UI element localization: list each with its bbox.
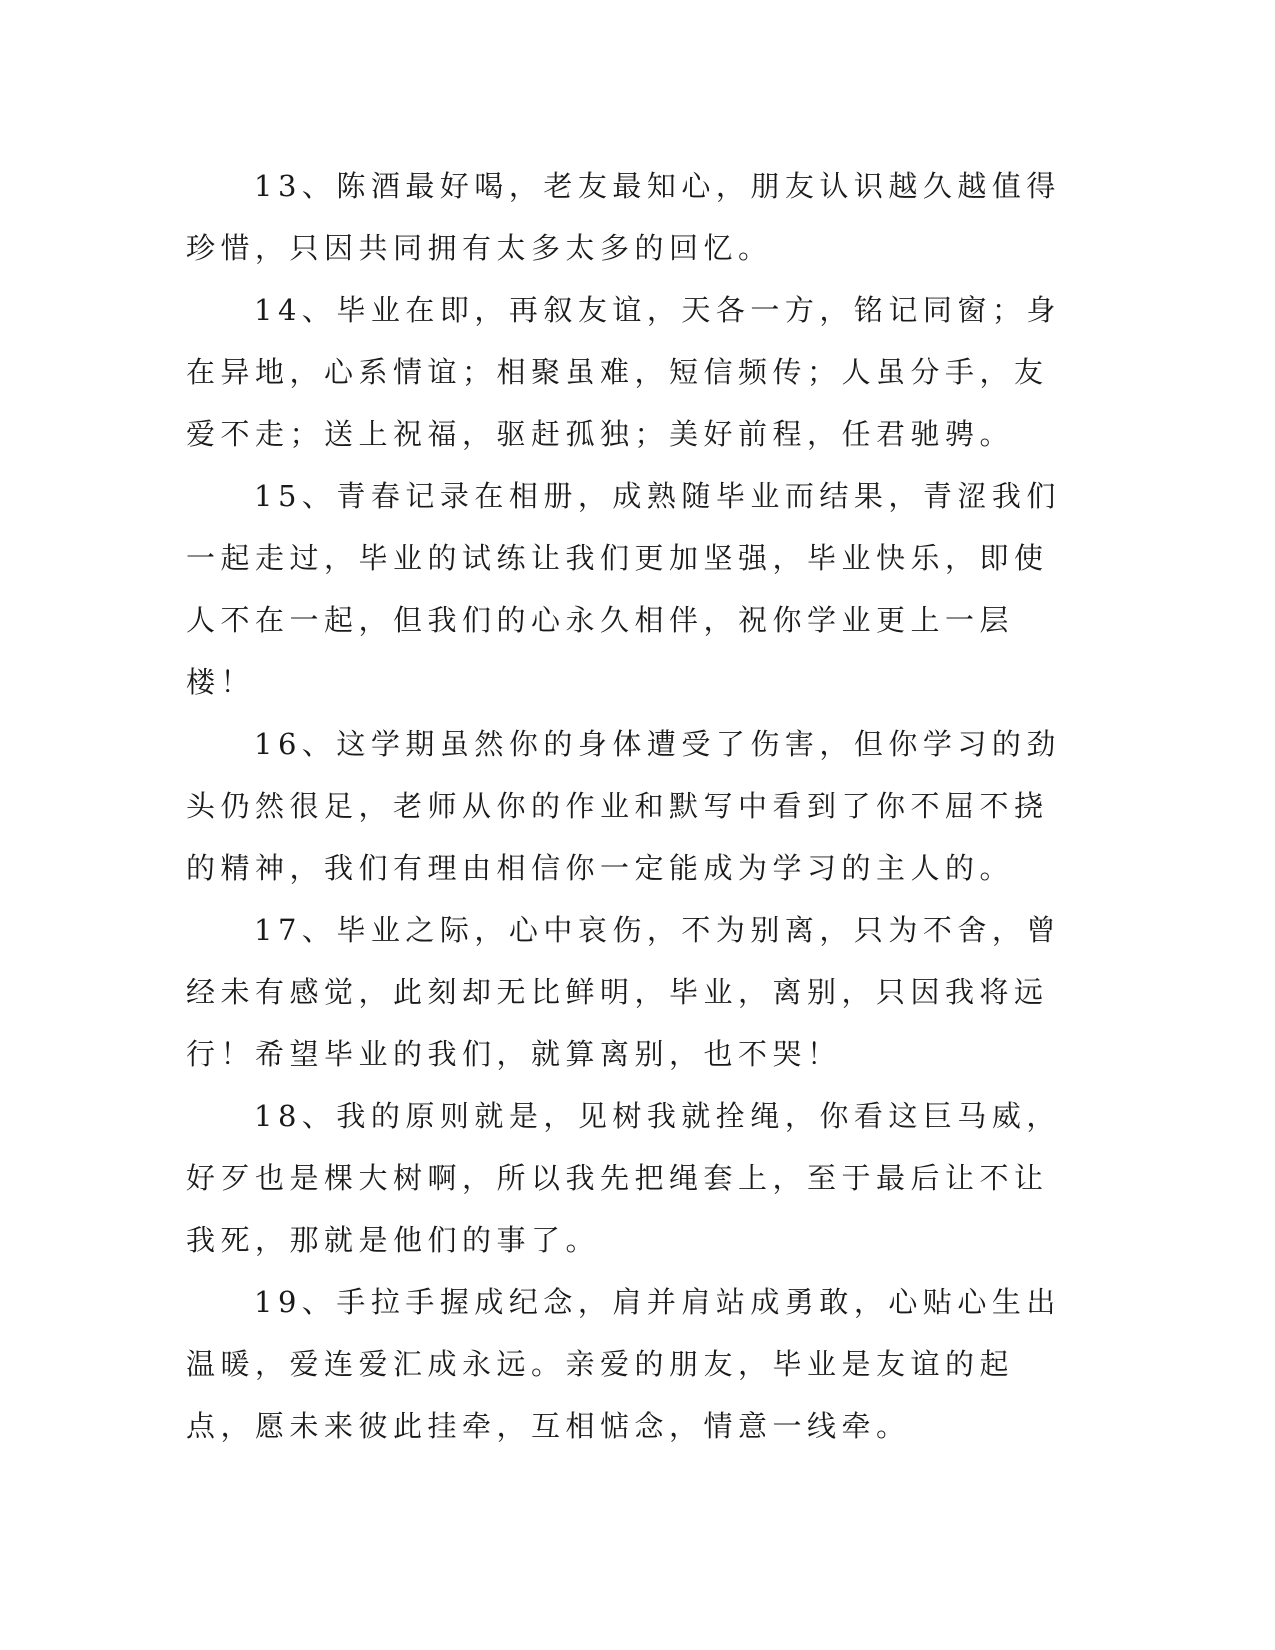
paragraph-17: 17、毕业之际，心中哀伤，不为别离，只为不舍，曾经未有感觉，此刻却无比鲜明，毕业，离别，只因我将远行！希望毕业的我们，就算离别，也不哭！ [186, 913, 1061, 1071]
paragraph-16: 16、这学期虽然你的身体遭受了伤害，但你学习的劲头仍然很足，老师从你的作业和默写中看到了你不屈不挠的精神，我们有理由相信你一定能成为学习的主人的。 [186, 727, 1061, 885]
paragraph-19: 19、手拉手握成纪念，肩并肩站成勇敢，心贴心生出温暖，爱连爱汇成永远。亲爱的朋友，毕业是友谊的起点，愿未来彼此挂牵，互相惦念，情意一线牵。 [186, 1285, 1061, 1443]
paragraph-18: 18、我的原则就是，见树我就拴绳，你看这巨马威，好歹也是棵大树啊，所以我先把绳套上，至于最后让不让我死，那就是他们的事了。 [186, 1099, 1061, 1257]
paragraph-15: 15、青春记录在相册，成熟随毕业而结果，青涩我们一起走过，毕业的试练让我们更加坚强，毕业快乐，即使人不在一起，但我们的心永久相伴，祝你学业更上一层楼！ [186, 479, 1061, 699]
document-body [186, 155, 1066, 1457]
paragraph-14: 14、毕业在即，再叙友谊，天各一方，铭记同窗；身在异地，心系情谊；相聚虽难，短信频传；人虽分手，友爱不走；送上祝福，驱赶孤独；美好前程，任君驰骋。 [186, 293, 1061, 451]
paragraph-13: 13、陈酒最好喝，老友最知心，朋友认识越久越值得珍惜，只因共同拥有太多太多的回忆。 [186, 169, 1061, 265]
